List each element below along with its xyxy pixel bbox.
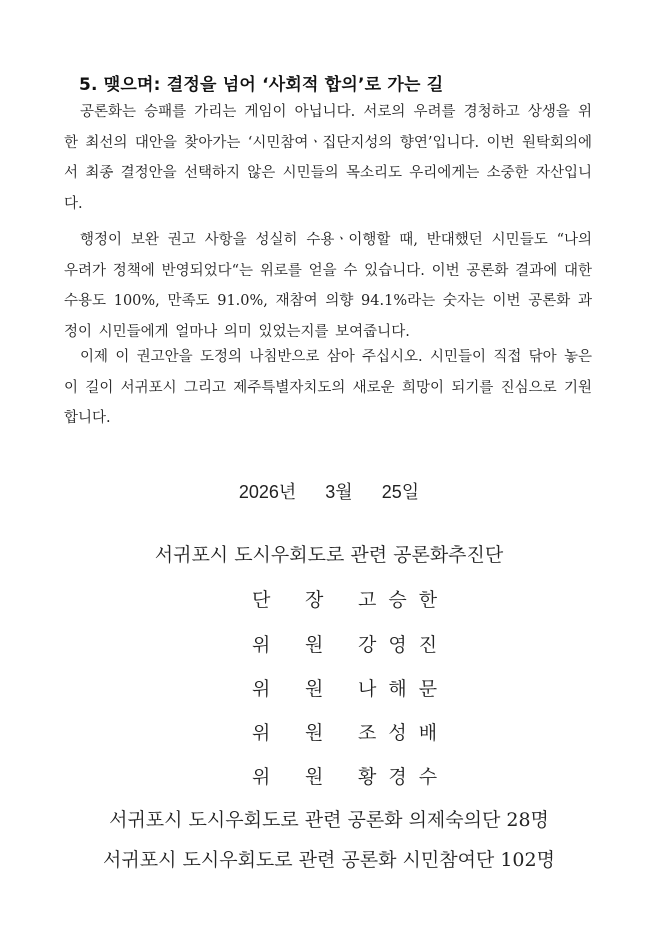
member-role (252, 718, 358, 745)
role-char: 위 (252, 766, 271, 788)
member-role (252, 630, 358, 657)
document-date (0, 478, 658, 504)
member-name: 고승한 (358, 589, 450, 611)
member-name: 조성배 (358, 722, 450, 744)
role-char: 원 (305, 722, 324, 744)
paragraph-text: 이제 이 권고안을 도정의 나침반으로 삼아 주십시오. 시민들이 직접 닦아 놓은 이 길이 서귀포시 그리고 제주특별자치도의 새로운 희망이 되기를 진심으로 기원합니다. (64, 349, 592, 426)
role-char: 장 (305, 589, 324, 611)
role-char: 원 (305, 678, 324, 700)
role-char: 위 (252, 634, 271, 656)
paragraph-text: 행정이 보완 권고 사항을 성실히 수용ㆍ이행할 때, 반대했던 시민들도 “나의 우려가 정책에 반영되었다“는 위로를 얻을 수 있습니다. 이번 공론화 결과에 대한 수용도 100%, 만족도 91.0%, 재참여 의향 94.1%라는 숫자는 이번 공론화 과정이 시민들에게 얼마나 의미 있었는지를 보여줍니다. (64, 232, 592, 340)
member-row (252, 674, 449, 704)
role-char: 원 (305, 766, 324, 788)
signatory-deliberation-group: 서귀포시 도시우회도로 관련 공론화 의제숙의단 28명 (109, 809, 549, 831)
member-name: 황경수 (358, 766, 450, 788)
organization-name: 서귀포시 도시우회도로 관련 공론화추진단 (154, 544, 504, 566)
member-row (252, 630, 449, 660)
role-char: 원 (305, 634, 324, 656)
member-row (252, 718, 449, 748)
member-role (252, 762, 358, 789)
member-role (252, 585, 358, 612)
date-month: 3월 (325, 482, 353, 502)
paragraph-1 (64, 97, 592, 219)
section-heading: 5. 맺으며: 결정을 넘어 ‘사회적 합의’로 가는 길 (79, 75, 444, 95)
paragraph-2 (64, 225, 592, 347)
date-day: 25일 (381, 482, 420, 502)
paragraph-3 (64, 342, 592, 434)
role-char: 위 (252, 722, 271, 744)
member-row (252, 585, 449, 615)
member-row (252, 762, 449, 792)
role-char: 위 (252, 678, 271, 700)
member-name: 나해문 (358, 678, 450, 700)
paragraph-text: 공론화는 승패를 가리는 게임이 아닙니다. 서로의 우려를 경청하고 상생을 위한 최선의 대안을 찾아가는 ‘시민참여ㆍ집단지성의 향연’입니다. 이번 원탁회의에서 최종 결정안을 선택하지 않은 시민들의 목소리도 우리에게는 소중한 자산입니다. (64, 104, 592, 212)
role-char: 단 (252, 589, 271, 611)
signatory-citizen-group: 서귀포시 도시우회도로 관련 공론화 시민참여단 102명 (103, 849, 555, 871)
member-name: 강영진 (358, 634, 450, 656)
member-role (252, 674, 358, 701)
date-year: 2026년 (238, 482, 297, 502)
